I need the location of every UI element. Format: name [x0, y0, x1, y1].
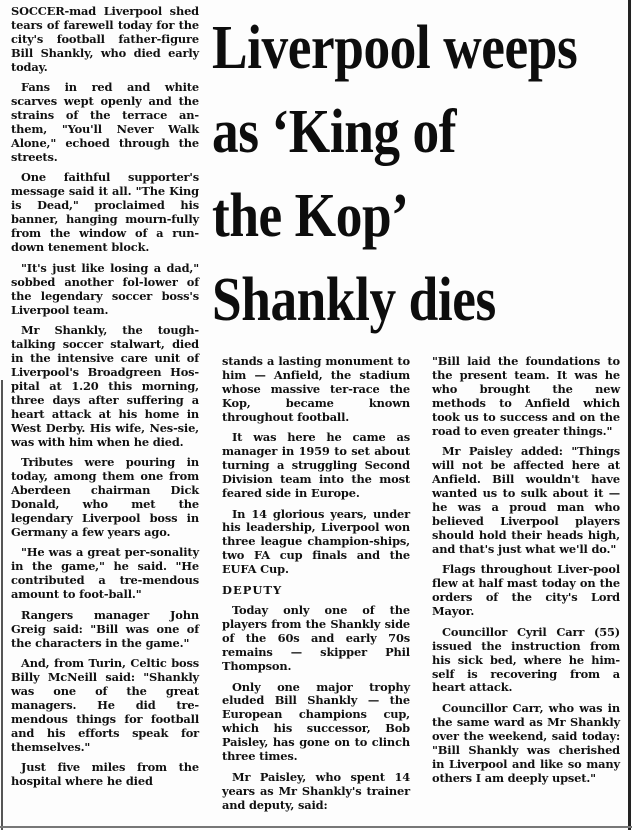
paragraph-lead: SOCCER-mad Liverpool shed tears of farewell today for the city's football father-figure Bill Shankly, who died early today.	[11, 4, 199, 74]
paragraph: Fans in red and white scarves wept openly and the strains of the terrace an-them, "You'll Never Walk Alone," echoed through the streets.	[11, 80, 199, 165]
headline-line-4: Shankly dies	[212, 266, 496, 334]
paragraph: Councillor Carr, who was in the same ward as Mr Shankly over the weekend, said today: "Bill Shankly was cherished in Liverpool and like so many others I am deeply upset."	[432, 700, 620, 785]
paragraph: Today only one of the players from the Shankly side of the 60s and early 70s remains — skipper Phil Thompson.	[222, 603, 410, 674]
paragraph: In 14 glorious years, under his leadership, Liverpool won three league champion-ships, two FA cup finals and the EUFA Cup.	[222, 506, 410, 577]
paragraph: "He was a great per-sonality in the game," he said. "He contributed a tre-mendous amount to foot-ball."	[11, 545, 199, 602]
headline-line-2: as ‘King of	[212, 98, 457, 166]
headline-line-1: Liverpool weeps	[212, 14, 578, 82]
clipping-right-edge	[628, 0, 631, 830]
column-2	[222, 355, 410, 819]
headline	[212, 6, 578, 342]
paragraph: One faithful supporter's message said it all. "The King is Dead," proclaimed his banner, hanging mourn-fully from the window of a run-down tenement block.	[11, 170, 199, 255]
column-3	[432, 355, 620, 792]
paragraph: Flags throughout Liver-pool flew at half mast today on the orders of the city's Lord Mayor.	[432, 562, 620, 619]
clipping-bottom-edge	[0, 826, 632, 828]
paragraph: Councillor Cyril Carr (55) issued the instruction from his sick bed, where he him-self is recovering from a heart attack.	[432, 624, 620, 695]
paragraph: Mr Paisley added: "Things will not be affected here at Anfield. Bill wouldn't have wanted us to sulk about it — he was a proud man who believed Liverpool players should hold their heads high, and that's just what we'll do."	[432, 444, 620, 556]
paragraph: Rangers manager John Greig said: "Bill was one of the characters in the game."	[11, 607, 199, 650]
headline-line-3: the Kop’	[212, 182, 409, 250]
paragraph: Only one major trophy eluded Bill Shankly — the European champions cup, which his successor, Bob Paisley, has gone on to clinch three times.	[222, 679, 410, 764]
column-1	[11, 5, 199, 796]
paragraph: It was here he came as manager in 1959 to set about turning a struggling Second Division team into the most feared side in Europe.	[222, 430, 410, 501]
paragraph: Mr Shankly, the tough-talking soccer stalwart, died in the intensive care unit of Liverpool's Broadgreen Hos-pital at 1.20 this morning, three days after suffering a heart attack at his home in West Derby. His wife, Nes-sie, was with him when he died.	[11, 323, 199, 449]
clipping-left-edge	[1, 380, 3, 830]
paragraph: Mr Paisley, who spent 14 years as Mr Shankly's trainer and deputy, said:	[222, 769, 410, 812]
paragraph: "It's just like losing a dad," sobbed another fol-lower of the legendary soccer boss's Liverpool team.	[11, 260, 199, 317]
paragraph: "Bill laid the foundations to the present team. It was he who brought the new methods to Anfield which took us to success and on the road to even greater things."	[432, 354, 620, 438]
paragraph: Tributes were pouring in today, among them one from Aberdeen chairman Dick Donald, who met the legendary Liverpool boss in Germany a few years ago.	[11, 455, 199, 539]
paragraph: stands a lasting monument to him — Anfield, the stadium whose massive ter-race the Kop, became known throughout football.	[222, 354, 410, 424]
paragraph: And, from Turin, Celtic boss Billy McNeill said: "Shankly was one of the great managers. He did tre-mendous things for football and his efforts speak for themselves."	[11, 655, 199, 754]
paragraph: Just five miles from the hospital where he died	[11, 760, 199, 789]
subheading: DEPUTY	[222, 582, 283, 597]
